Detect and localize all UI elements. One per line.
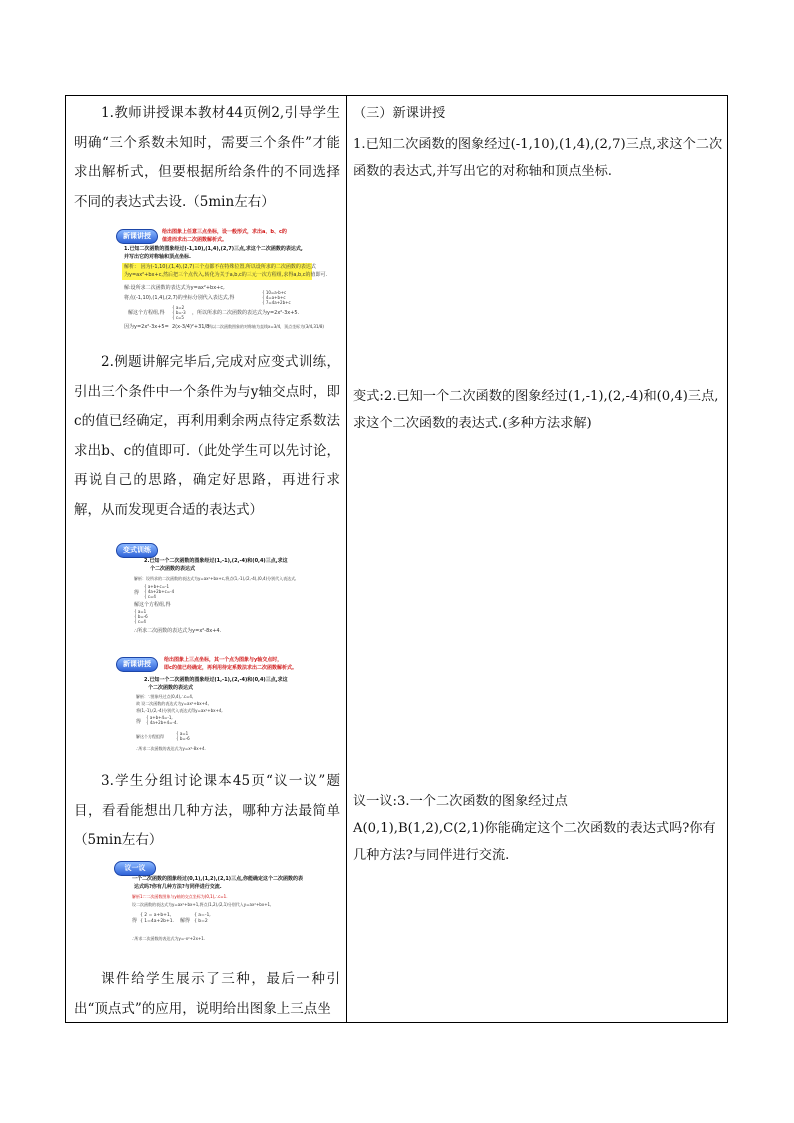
slide-note: 值进而求出二次函数解析式。 — [162, 237, 228, 243]
slide-line: 解析：∵图象经过点(0,4),∴c=4, — [136, 694, 194, 699]
slide-badge: 变式训练 — [116, 543, 158, 558]
vertex-form: 2(x-3/4)²+31/8 — [172, 324, 210, 330]
slide-note: 给出图象上任意三点坐标，设一般形式，求出a、b、c的 — [162, 229, 287, 235]
slide-line: 得 — [136, 719, 142, 725]
equation-system: { 2 = a+b+1, { 1=4a+2b+1. — [140, 913, 175, 924]
slide-thumbnail-4 — [112, 860, 322, 958]
slide-question: 个二次函数的表达式 — [150, 566, 196, 572]
equation-system: { a+b+c=-1 { 4a+2b+c=-4 { c=4 — [144, 584, 175, 599]
slide-line: ∴所求二次函数的表达式为y=x²-8x+4. — [134, 628, 222, 634]
step-3-text: 3.学生分组讨论课本45页“议一议”题目，看看能想出几种方法，哪种方法最简单（5min左右） — [74, 773, 340, 848]
slide-note: 即c的值已经确定，再利用待定系数法求出二次函数解析式。 — [164, 665, 297, 671]
slide-question: 2.已知一个二次函数的图象经过(1,-1),(2,-4)和(0,4)三点,求这 — [144, 558, 288, 564]
slide-line: 得 — [134, 590, 140, 596]
question-3-heading: 议一议:3.一个二次函数的图象经过点 — [353, 794, 568, 809]
lesson-table — [65, 95, 728, 1023]
slide-line: 将(1,-1),(2,-4)分别代入表达式得y=ax²+bx+4, — [136, 708, 223, 713]
slide-line: ∴所求二次函数的表达式为y=x²-8x+4. — [136, 746, 206, 751]
solution-system: { a=1 { b=-6 — [176, 731, 190, 741]
step-1-text: 1.教师讲授课本教材44页例2,引导学生明确“三个系数未知时，需要三个条件”才能求出解析式，但要根据所给条件的不同选择不同的表达式去设.（5min左右） — [74, 105, 340, 210]
slide-line: 解:设所求二次函数的表达式为y=ax²+bx+c, — [124, 285, 225, 291]
slide-line: ∴所求二次函数的表达式为y=-x²+2x+1. — [132, 936, 206, 941]
slide-badge: 议一议 — [114, 861, 156, 876]
slide-question: 1.已知二次函数的图象经过(-1,10),(1,4),(2,7)三点,求这个二次函数的表达式, — [124, 246, 303, 252]
slide-hint: 解析： 因为(-1,10),(1,4),(2,7)三个点都不在特殊位置,所以设所求的二次函数的表达式 — [124, 264, 316, 270]
slide-question: 个二次函数的表达式 — [148, 685, 194, 691]
slide-question: 一个二次函数的图象经过(0,1),(1,2),(2,1)三点,你能确定这个二次函数的表 — [132, 876, 303, 882]
slide-question: 2.已知一个二次函数的图象经过(1,-1),(2,-4)和(0,4)三点,求这 — [144, 677, 288, 683]
section-heading: （三）新课讲授 — [353, 106, 446, 121]
equation-system: { a+b+4=-1, { 4a+2b+4=-4. — [146, 715, 178, 725]
slide-line: 将点(-1,10),(1,4),(2,7)的坐标分别代入表达式,得 — [124, 295, 235, 301]
slide-line: 得 — [132, 918, 138, 924]
slide-badge: 新课讲授 — [116, 229, 158, 244]
slide-line: 解析1:∵二次函数图象与y轴的交点坐标为(0,1),∴c=1. — [132, 894, 228, 899]
slide-line: ，所以所求的二次函数的表达式为y=2x²-3x+5. — [192, 310, 300, 316]
solution-system: { a=-1, { b=2 — [194, 913, 211, 924]
slide-thumbnail-1 — [114, 228, 328, 336]
slide-line: 故 设二次函数的表达式为y=ax²+bx+4, — [136, 701, 209, 706]
question-2-variant: 变式:2.已知一个二次函数的图象经过(1,-1),(2,-4)和(0,4)三点,求这个二次函数的表达式.(多种方法求解) — [353, 389, 719, 431]
slide-question: 并写出它的对称轴和顶点坐标. — [124, 254, 191, 260]
slide-note: 给出图象上三点坐标，其一个点为图象与y轴交点时， — [164, 657, 283, 663]
solution-system: { a=1 { b=-6 { c=4 — [134, 609, 148, 624]
step-2-text: 2.例题讲解完毕后,完成对应变式训练，引出三个条件中一个条件为与y轴交点时，即c的值已经确定，再利用剩余两点待定系数法求出b、c的值即可.（此处学生可以先讨论，再说自己的思路，确定好思路，再进行求解，从而发现更合适的表达式） — [74, 354, 340, 518]
step-4-text: 课件给学生展示了三种，最后一种引出“顶点式”的应用，说明给出图象上三点坐 — [74, 971, 340, 1017]
column-divider — [346, 96, 347, 1022]
slide-line: 因为y=2x²-3x+5= — [124, 324, 169, 330]
slide-line: 解这个方程组得 — [136, 734, 164, 739]
question-1: 1.已知二次函数的图象经过(-1,10),(1,4),(2,7)三点,求这个二次函数的表达式,并写出它的对称轴和顶点坐标. — [353, 137, 723, 179]
solution-system: { a=2 { b=-3 { c=5 — [172, 305, 186, 320]
slide-badge: 新课讲授 — [116, 657, 158, 672]
slide-line: 解析：设所求的二次函数的表达式为y=ax²+bx+c,将点(1,-1),(2,-4),(0,4)分别代入表达式, — [134, 576, 297, 581]
slide-thumbnail-2 — [114, 542, 319, 644]
slide-question: 达式吗?你有几种方法?与同伴进行交流. — [134, 884, 222, 890]
slide-thumbnail-3 — [114, 656, 319, 761]
slide-line: ，所以二次函数图象的对称轴为直线x=3/4，顶点坐标为(3/4,31/8) — [204, 324, 324, 329]
equation-system: { 10=a-b+c { 4=a+b+c { 7=4a+2b+c — [262, 290, 291, 305]
slide-line: 解这个方程组,得 — [134, 602, 171, 608]
slide-hint: 为y=ax²+bx+c,然后把三个点代入,转化为关于a,b,c的三元一次方程组,求得a,b,c的值即可. — [124, 272, 328, 278]
slide-line: 解得 — [180, 918, 191, 924]
slide-line: 设二次函数的表达式为y=ax²+bx+1,将点(1,2),(2,1)分别代入y=ax²+bx+1, — [132, 902, 272, 907]
question-3-body: A(0,1),B(1,2),C(2,1)你能确定这个二次函数的表达式吗?你有几种方法?与同伴进行交流. — [353, 821, 716, 863]
slide-line: 解这个方程组,得 — [128, 310, 165, 316]
